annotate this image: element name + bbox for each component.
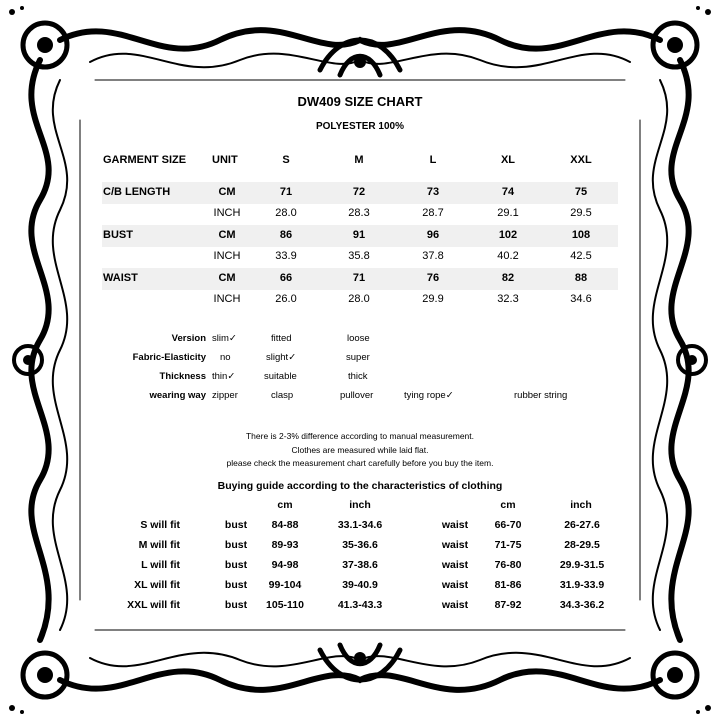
header-unit: UNIT (212, 154, 238, 166)
table-cell: 35.8 (348, 250, 370, 262)
table-cell: 28.0 (348, 293, 370, 305)
guide-bust-cm: 94-98 (271, 559, 299, 571)
table-cell: 102 (498, 229, 518, 241)
attr-option: loose (347, 333, 370, 344)
guide-header-cm: cm (277, 499, 293, 511)
header-size-m: M (354, 154, 364, 166)
guide-waist-label: waist (441, 599, 469, 611)
row-label-waist: WAIST (103, 272, 138, 284)
guide-fit-label: S will fit (140, 519, 180, 531)
guide-waist-cm: 87-92 (494, 599, 522, 611)
table-cell: 76 (426, 272, 440, 284)
header-size-xl: XL (500, 154, 516, 166)
unit-inch: INCH (213, 293, 241, 305)
table-cell: 42.5 (570, 250, 592, 262)
attr-label-fabric-elasticity: Fabric-Elasticity (132, 352, 206, 363)
attr-option: suitable (264, 371, 297, 382)
guide-waist-inch: 28-29.5 (564, 539, 600, 551)
buying-guide-title: Buying guide according to the characteristics of clothing (217, 480, 503, 492)
guide-fit-label: XL will fit (134, 579, 180, 591)
table-cell: 34.6 (570, 293, 592, 305)
unit-cm: CM (218, 272, 236, 284)
table-cell: 40.2 (497, 250, 519, 262)
guide-bust-inch: 39-40.9 (342, 579, 378, 591)
guide-waist-label: waist (441, 559, 469, 571)
unit-cm: CM (218, 186, 236, 198)
unit-cm: CM (218, 229, 236, 241)
guide-bust-cm: 84-88 (271, 519, 299, 531)
row-label-bust: BUST (103, 229, 133, 241)
table-cell: 71 (279, 186, 293, 198)
guide-bust-inch: 35-36.6 (342, 539, 378, 551)
table-cell: 108 (571, 229, 591, 241)
guide-waist-label: waist (441, 579, 469, 591)
guide-waist-cm: 76-80 (494, 559, 522, 571)
guide-fit-label: M will fit (138, 539, 180, 551)
table-cell: 74 (501, 186, 515, 198)
guide-bust-inch: 37-38.6 (342, 559, 378, 571)
attr-option: zipper (212, 390, 238, 401)
guide-bust-inch: 33.1-34.6 (337, 519, 383, 531)
guide-bust-cm: 105-110 (266, 599, 304, 611)
row-label-cb-length: C/B LENGTH (103, 186, 171, 198)
header-size-l: L (429, 154, 437, 166)
guide-header-inch: inch (570, 499, 592, 511)
note-line: please check the measurement chart carefully before you buy the item. (226, 458, 494, 468)
check-mark-icon: ✓ (228, 333, 237, 344)
guide-waist-label: waist (441, 519, 469, 531)
table-cell: 29.5 (570, 207, 592, 219)
table-cell: 82 (501, 272, 515, 284)
table-cell: 26.0 (275, 293, 297, 305)
guide-bust-cm: 89-93 (271, 539, 299, 551)
attr-option: super (346, 352, 370, 363)
page-title: DW409 SIZE CHART (297, 94, 423, 109)
guide-bust-cm: 99-104 (268, 579, 302, 591)
guide-waist-inch: 34.3-36.2 (559, 599, 605, 611)
guide-bust-label: bust (224, 559, 248, 571)
attr-option: thick (348, 371, 368, 382)
guide-waist-cm: 71-75 (494, 539, 522, 551)
attr-option: thin (212, 371, 228, 382)
attr-option: slim (212, 333, 229, 344)
attr-option: no (220, 352, 231, 363)
note-line: There is 2-3% difference according to manual measurement. (245, 431, 475, 441)
table-cell: 72 (352, 186, 366, 198)
check-mark-icon: ✓ (227, 371, 236, 382)
check-mark-icon: ✓ (288, 352, 297, 363)
table-cell: 75 (574, 186, 588, 198)
table-cell: 28.0 (275, 207, 297, 219)
table-cell: 88 (574, 272, 588, 284)
note-line: Clothes are measured while laid flat. (291, 445, 429, 455)
table-cell: 96 (426, 229, 440, 241)
table-cell: 91 (352, 229, 366, 241)
header-garment-size: GARMENT SIZE (103, 154, 187, 166)
guide-waist-inch: 26-27.6 (564, 519, 600, 531)
table-cell: 66 (279, 272, 293, 284)
guide-fit-label: L will fit (141, 559, 180, 571)
attr-label-version: Version (171, 333, 206, 344)
guide-waist-inch: 29.9-31.5 (559, 559, 605, 571)
header-size-xxl: XXL (570, 154, 592, 166)
header-size-s: S (282, 154, 290, 166)
guide-header-cm: cm (500, 499, 516, 511)
attr-label-wearing-way: wearing way (149, 390, 206, 401)
guide-waist-cm: 66-70 (494, 519, 522, 531)
guide-bust-label: bust (224, 579, 248, 591)
material-label: POLYESTER 100% (315, 121, 404, 132)
table-cell: 33.9 (275, 250, 297, 262)
attr-option: pullover (340, 390, 374, 401)
guide-fit-label: XXL will fit (127, 599, 180, 611)
guide-bust-inch: 41.3-43.3 (337, 599, 383, 611)
guide-waist-label: waist (441, 539, 469, 551)
table-cell: 29.1 (497, 207, 519, 219)
attr-option: clasp (271, 390, 294, 401)
check-mark-icon: ✓ (445, 390, 454, 401)
unit-inch: INCH (213, 250, 241, 262)
table-cell: 86 (279, 229, 293, 241)
table-cell: 32.3 (497, 293, 519, 305)
table-cell: 37.8 (422, 250, 444, 262)
table-cell: 29.9 (422, 293, 444, 305)
unit-inch: INCH (213, 207, 241, 219)
table-cell: 28.3 (348, 207, 370, 219)
attr-option: slight (266, 352, 289, 363)
guide-bust-label: bust (224, 539, 248, 551)
guide-bust-label: bust (224, 599, 248, 611)
guide-bust-label: bust (224, 519, 248, 531)
guide-header-inch: inch (349, 499, 371, 511)
guide-waist-inch: 31.9-33.9 (559, 579, 605, 591)
attr-option: fitted (271, 333, 292, 344)
table-cell: 71 (352, 272, 366, 284)
guide-waist-cm: 81-86 (494, 579, 522, 591)
attr-label-thickness: Thickness (159, 371, 206, 382)
table-cell: 73 (426, 186, 440, 198)
attr-option: rubber string (514, 390, 568, 401)
table-cell: 28.7 (422, 207, 444, 219)
attr-option: tying rope (404, 390, 446, 401)
